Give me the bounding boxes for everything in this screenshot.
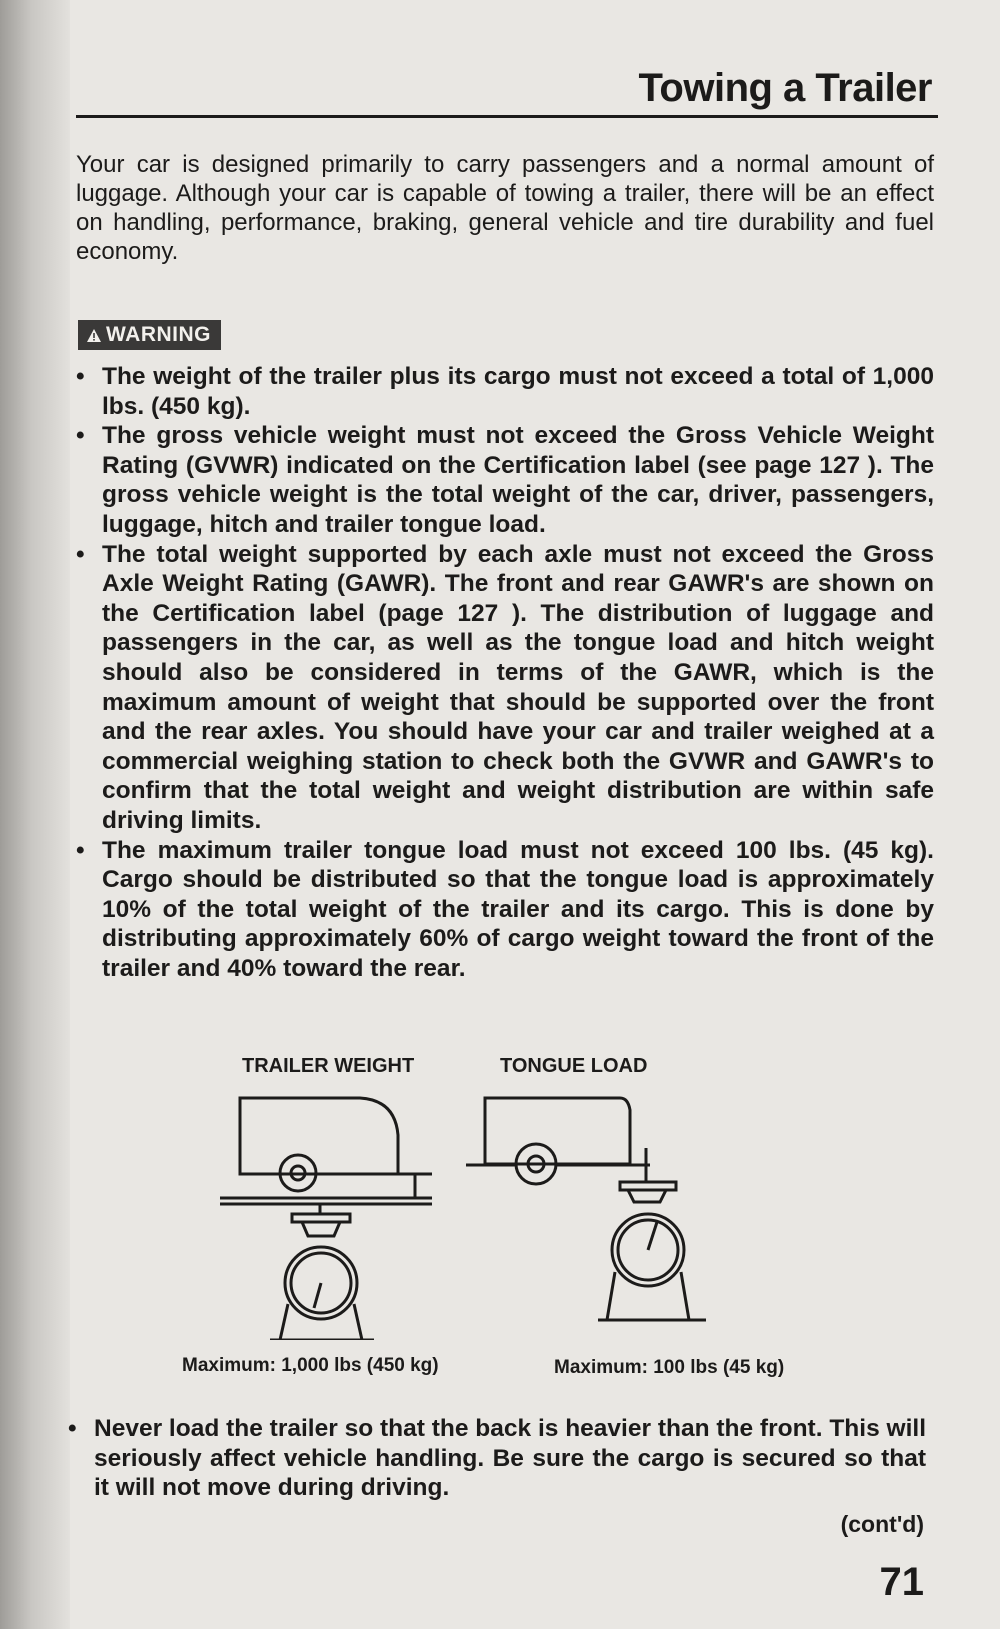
loading-note-item: • Never load the trailer so that the back is heavier than the front. This will seriously affect vehicle handling. Be sure the cargo is secured so that it will not move during driving. bbox=[68, 1414, 926, 1503]
warning-item: • The gross vehicle weight must not exceed the Gross Vehicle Weight Rating (GVWR) indicated on the Certification label (see page 127 ). The gross vehicle weight is the total weight of the car, driver, passengers, luggage, hitch and trailer tongue load. bbox=[76, 421, 934, 539]
warning-item: • The weight of the trailer plus its cargo must not exceed a total of 1,000 lbs. (450 kg). bbox=[76, 362, 934, 421]
tongue-load-label: TONGUE LOAD bbox=[500, 1055, 648, 1077]
tongue-load-caption: Maximum: 100 lbs (45 kg) bbox=[554, 1357, 785, 1378]
page-number: 71 bbox=[879, 1560, 924, 1604]
warning-list bbox=[76, 362, 934, 983]
trailer-weight-label: TRAILER WEIGHT bbox=[242, 1055, 415, 1077]
warning-badge bbox=[78, 320, 221, 350]
trailer-weight-caption: Maximum: 1,000 lbs (450 kg) bbox=[182, 1355, 439, 1376]
trailer-scale-diagram bbox=[210, 1090, 750, 1340]
page-title: Towing a Trailer bbox=[638, 66, 932, 110]
warning-item: • The total weight supported by each axle must not exceed the Gross Axle Weight Rating (GAWR). The front and rear GAWR's are shown on the Certification label (page 127 ). The distribution of luggage and passengers in the car, as well as the tongue load and hitch weight should also be considered in terms of the GAWR, which is the maximum amount of weight that should be supported over the front and the rear axles. You should have your car and trailer weighed at a commercial weighing station to check both the GVWR and GAWR's to confirm that the total weight and weight distribution are within safe driving limits. bbox=[76, 540, 934, 836]
book-gutter-shadow bbox=[0, 0, 70, 1629]
warning-triangle-icon bbox=[86, 328, 102, 343]
warning-item: • The maximum trailer tongue load must not exceed 100 lbs. (45 kg). Cargo should be distributed so that the tongue load is approximately 10% of the total weight of the trailer and its cargo. This is done by distributing approximately 60% of cargo weight toward the front of the trailer and 40% toward the rear. bbox=[76, 836, 934, 984]
intro-paragraph: Your car is designed primarily to carry passengers and a normal amount of luggage. Although your car is capable of towing a trailer, there will be an effect on handling, performance, braking, general vehicle and tire durability and fuel economy. bbox=[76, 151, 934, 265]
continued-marker: (cont'd) bbox=[840, 1511, 924, 1537]
warning-label: WARNING bbox=[106, 323, 211, 346]
title-rule bbox=[76, 115, 938, 118]
tongue-on-scale-illustration bbox=[466, 1098, 706, 1320]
trailer-on-scale-illustration bbox=[220, 1098, 432, 1340]
loading-note bbox=[68, 1414, 926, 1503]
